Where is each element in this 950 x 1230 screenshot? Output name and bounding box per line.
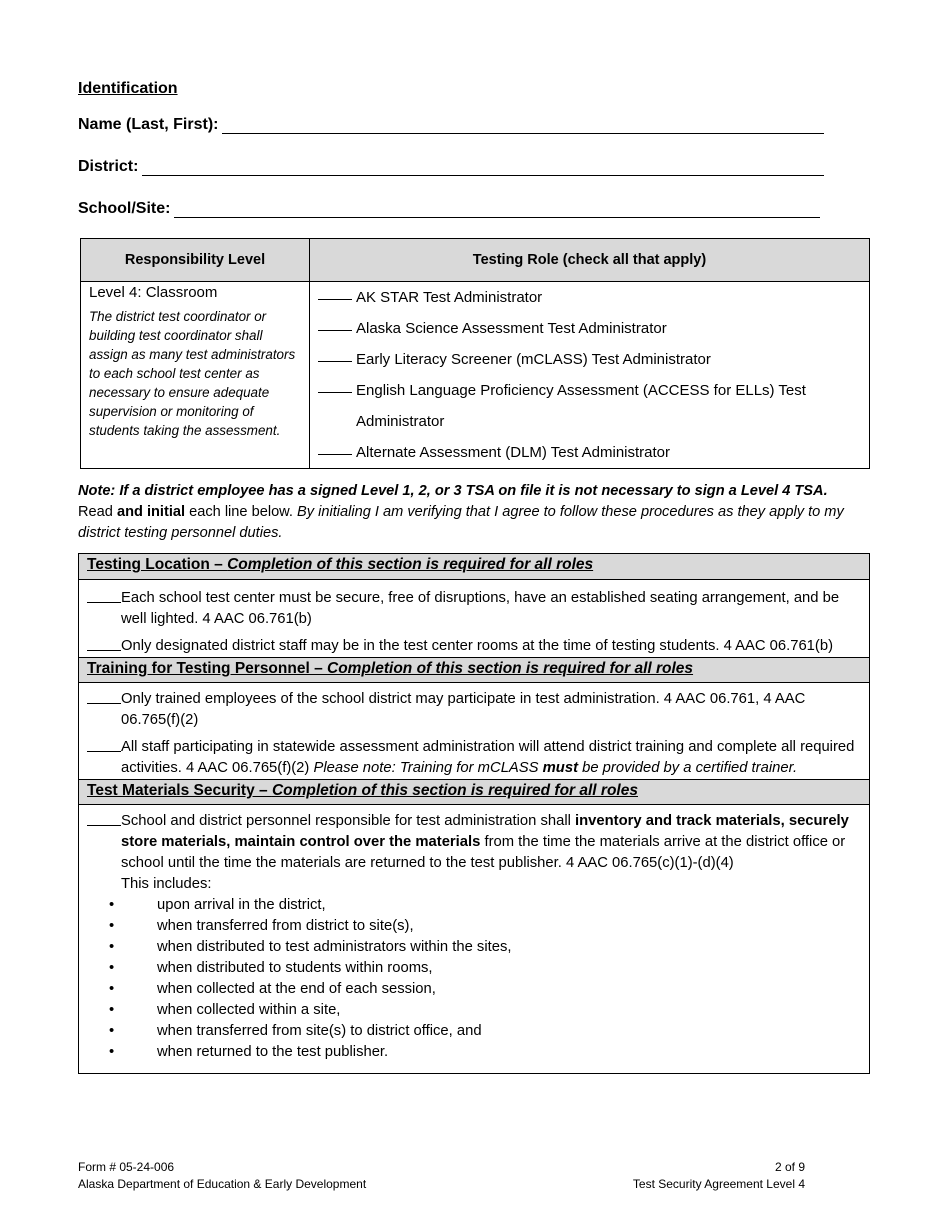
role-item[interactable]: AK STAR Test Administrator: [318, 282, 861, 313]
level-title: Level 4: Classroom: [89, 284, 218, 301]
name-label: Name (Last, First):: [78, 116, 219, 133]
section-header-training: Training for Testing Personnel – Completion of this section is required for all roles: [79, 657, 869, 683]
section-materials: [79, 805, 869, 1073]
agreement-item: Only trained employees of the school district may participate in test administration. 4 AAC 06.761, 4 AAC 06.765(f)(2): [87, 689, 861, 731]
initial-blank[interactable]: [318, 375, 352, 393]
role-item[interactable]: Alaska Science Assessment Test Administrator: [318, 313, 861, 344]
initial-blank[interactable]: [318, 437, 352, 455]
roles-cell: [310, 282, 870, 469]
bullet-item: • upon arrival in the district,: [137, 895, 861, 916]
role-item[interactable]: Early Literacy Screener (mCLASS) Test Administrator: [318, 344, 861, 375]
bullet-item: • when collected at the end of each session,: [137, 979, 861, 1000]
initial-blank[interactable]: [87, 689, 121, 704]
read-initial-instruction: Read and initial each line below. By initialing I am verifying that I agree to follow these procedures as they apply to my district testing personnel duties.: [78, 504, 844, 541]
role-item[interactable]: English Language Proficiency Assessment (ACCESS for ELLs) Test Administrator: [318, 375, 861, 437]
agreement-item: All staff participating in statewide assessment administration will attend district training and complete all required activities. 4 AAC 06.765(f)(2) Please note: Training for mCLASS must be provided by a certified trainer.: [87, 737, 861, 779]
school-label: School/Site:: [78, 200, 171, 217]
header-responsibility-level: Responsibility Level: [81, 239, 310, 282]
agreement-item: Only designated district staff may be in the test center rooms at the time of testing students. 4 AAC 06.761(b): [87, 636, 861, 657]
section-header-testing-location: Testing Location – Completion of this section is required for all roles: [79, 554, 869, 580]
section-header-materials: Test Materials Security – Completion of this section is required for all roles: [79, 779, 869, 805]
district-blank[interactable]: [142, 161, 824, 176]
district-label: District:: [78, 158, 139, 175]
initial-blank[interactable]: [87, 636, 121, 651]
department-name: Alaska Department of Education & Early Development: [78, 1177, 367, 1191]
initial-blank[interactable]: [87, 588, 121, 603]
agreement-item: Each school test center must be secure, free of disruptions, have an established seating arrangement, and be well lighted. 4 AAC 06.761(b): [87, 588, 861, 630]
instructions-note: [78, 481, 868, 544]
role-item[interactable]: Alternate Assessment (DLM) Test Administrator: [318, 437, 861, 468]
footer-right: [633, 1159, 805, 1193]
footer-left: [78, 1159, 366, 1193]
name-field: [78, 116, 824, 134]
bullet-item: • when returned to the test publisher.: [137, 1042, 861, 1063]
school-field: [78, 200, 820, 218]
name-blank[interactable]: [222, 119, 824, 134]
bullet-item: • when distributed to test administrators within the sites,: [137, 937, 861, 958]
school-blank[interactable]: [174, 203, 820, 218]
initial-blank[interactable]: [87, 811, 121, 826]
form-number: Form # 05-24-006: [78, 1160, 175, 1174]
section-testing-location: [79, 580, 869, 657]
bullet-item: • when transferred from site(s) to district office, and: [137, 1021, 861, 1042]
section-training: [79, 683, 869, 779]
initial-blank[interactable]: [87, 737, 121, 752]
materials-bullet-list: [87, 895, 861, 1063]
agreement-item: School and district personnel responsible for test administration shall inventory and track materials, securely store materials, maintain control over the materials from the time the materials arrive at the district office or school until the time the materials are returned to the test publisher. 4 AAC 06.765(c)(1)-(d)(4): [87, 811, 861, 874]
includes-label: This includes:: [121, 876, 212, 892]
header-testing-role: Testing Role (check all that apply): [310, 239, 870, 282]
initial-blank[interactable]: [318, 344, 352, 362]
note-line: Note: If a district employee has a signed Level 1, 2, or 3 TSA on file it is not necessary to sign a Level 4 TSA.: [78, 483, 828, 499]
bullet-item: • when distributed to students within rooms,: [137, 958, 861, 979]
bullet-item: • when collected within a site,: [137, 1000, 861, 1021]
district-field: [78, 158, 824, 176]
roles-table: [80, 238, 870, 469]
page-number: 2 of 9: [774, 1160, 805, 1174]
agreement-sections: [78, 553, 870, 1074]
initial-blank[interactable]: [318, 282, 352, 300]
level-description: The district test coordinator or building test coordinator shall assign as many test administrators to each school test center as necessary to ensure adequate supervision or monitoring of students taking the assessment.: [89, 309, 296, 438]
identification-heading: Identification: [78, 80, 178, 97]
level-cell: [81, 282, 310, 469]
bullet-item: • when transferred from district to site(s),: [137, 916, 861, 937]
document-title: Test Security Agreement Level 4: [632, 1177, 805, 1191]
initial-blank[interactable]: [318, 313, 352, 331]
